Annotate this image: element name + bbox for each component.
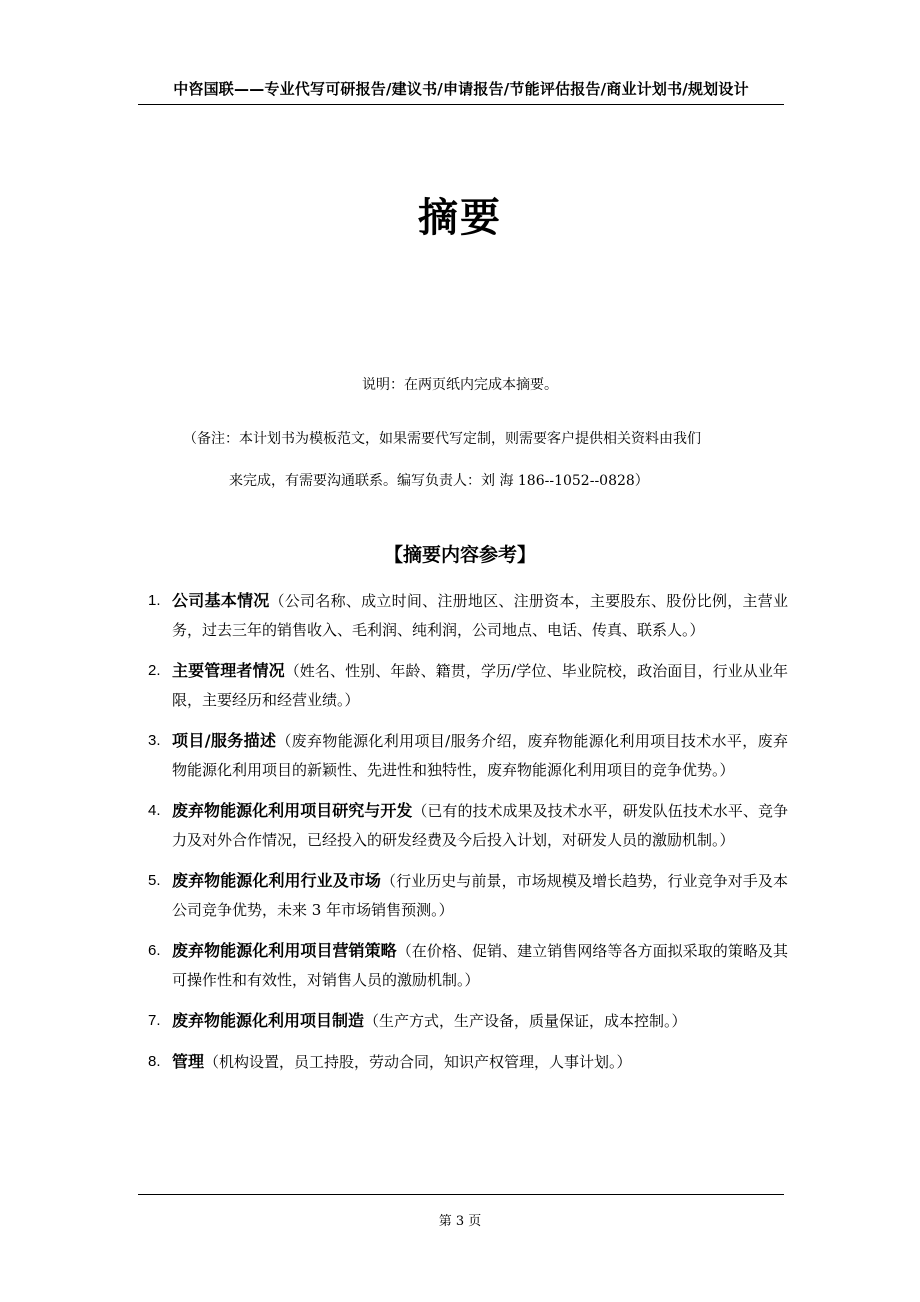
- item-heading: 废弃物能源化利用项目营销策略: [172, 941, 397, 960]
- item-number: 4.: [148, 802, 161, 819]
- item-heading: 主要管理者情况: [172, 661, 285, 680]
- item-detail: （废弃物能源化利用项目/服务介绍，废弃物能源化利用项目技术水平，废弃物能源化利用项目的新颖性、先进性和独特性，废弃物能源化利用项目的竞争优势。）: [172, 732, 788, 779]
- item-number: 7.: [148, 1012, 161, 1029]
- item-number: 5.: [148, 872, 161, 889]
- item-number: 3.: [148, 732, 161, 749]
- item-detail: （机构设置，员工持股，劳动合同，知识产权管理，人事计划。）: [204, 1053, 632, 1071]
- list-item: [148, 1006, 788, 1036]
- section-title: 【摘要内容参考】: [383, 544, 536, 566]
- header-divider: [138, 104, 784, 105]
- item-number: 1.: [148, 592, 161, 609]
- list-item: [148, 656, 788, 715]
- list-item: [148, 1047, 788, 1077]
- item-detail: （已有的技术成果及技术水平，研发队伍技术水平、竞争力及对外合作情况，已经投入的研发经费及今后投入计划，对研发人员的激励机制。）: [172, 802, 788, 849]
- list-item: [148, 866, 788, 925]
- page-header: 中咨国联——专业代写可研报告/建议书/申请报告/节能评估报告/商业计划书/规划设计: [173, 80, 749, 98]
- item-heading: 废弃物能源化利用项目制造: [172, 1011, 365, 1030]
- summary-items-list: [148, 586, 788, 1088]
- item-number: 6.: [148, 942, 161, 959]
- item-heading: 废弃物能源化利用项目研究与开发: [172, 801, 413, 820]
- item-detail: （在价格、促销、建立销售网络等各方面拟采取的策略及其可操作性和有效性，对销售人员的激励机制。）: [172, 942, 788, 989]
- item-number: 2.: [148, 662, 161, 679]
- explanation-text: 说明：在两页纸内完成本摘要。: [362, 377, 558, 393]
- list-item: [148, 936, 788, 995]
- item-detail: （姓名、性别、年龄、籍贯，学历/学位、毕业院校，政治面目，行业从业年限，主要经历和经营业绩。）: [172, 662, 788, 709]
- list-item: [148, 796, 788, 855]
- item-heading: 废弃物能源化利用行业及市场: [172, 871, 381, 890]
- item-detail: （公司名称、成立时间、注册地区、注册资本，主要股东、股份比例，主营业务，过去三年的销售收入、毛利润、纯利润，公司地点、电话、传真、联系人。）: [172, 592, 788, 639]
- item-detail: （行业历史与前景，市场规模及增长趋势，行业竞争对手及本公司竞争优势，未来 3 年市场销售预测。）: [172, 872, 788, 919]
- page-title: 摘要: [418, 194, 502, 241]
- footer-divider: [138, 1194, 784, 1195]
- note-line-1: （备注：本计划书为模板范文，如果需要代写定制，则需要客户提供相关资料由我们: [183, 431, 701, 447]
- item-heading: 项目/服务描述: [172, 731, 277, 750]
- list-item: [148, 586, 788, 645]
- page-number: 第 3 页: [438, 1214, 482, 1229]
- item-number: 8.: [148, 1053, 161, 1070]
- note-line-2: 来完成，有需要沟通联系。编写负责人：刘 海 186--1052--0828）: [229, 473, 649, 489]
- item-heading: 管理: [172, 1052, 205, 1071]
- item-heading: 公司基本情况: [172, 591, 270, 610]
- item-detail: （生产方式，生产设备，质量保证，成本控制。）: [364, 1012, 687, 1030]
- list-item: [148, 726, 788, 785]
